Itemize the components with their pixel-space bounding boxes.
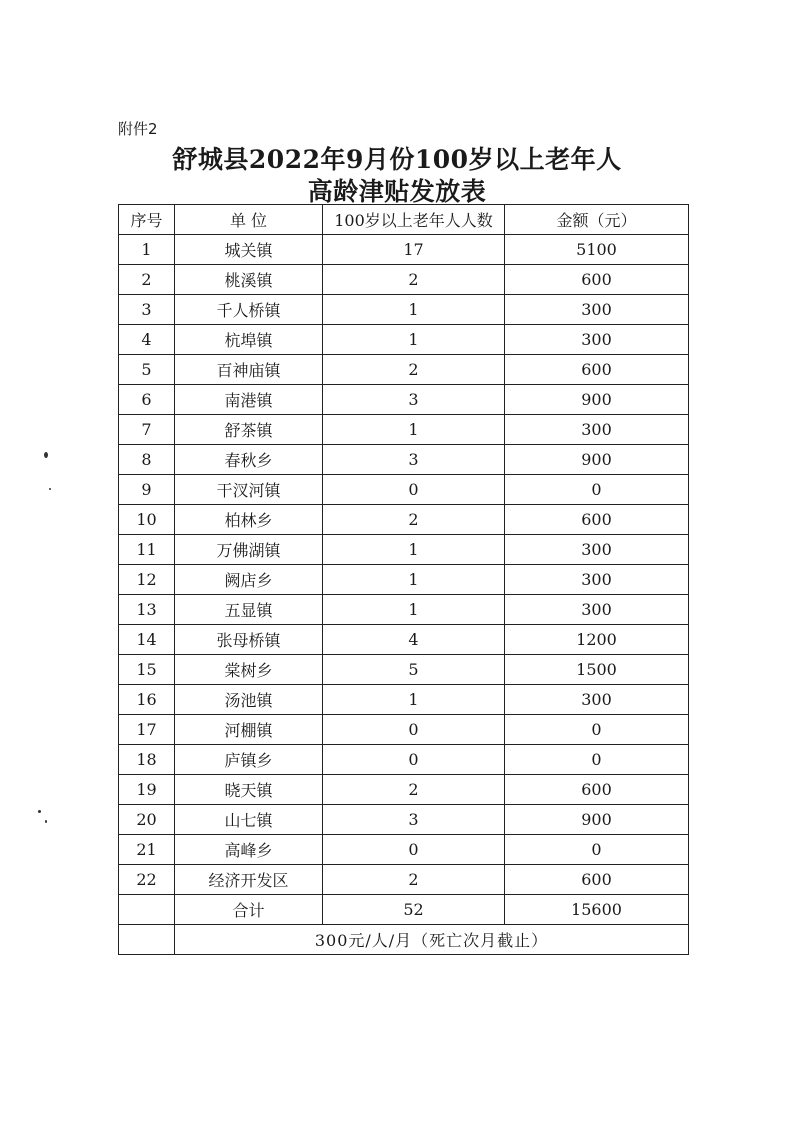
row-count: 3	[323, 805, 505, 835]
row-count: 1	[323, 295, 505, 325]
footnote-row	[119, 925, 689, 955]
row-unit: 万佛湖镇	[175, 535, 323, 565]
row-count: 5	[323, 655, 505, 685]
table-row	[119, 505, 689, 535]
row-unit: 桃溪镇	[175, 265, 323, 295]
table-row	[119, 325, 689, 355]
row-unit: 舒茶镇	[175, 415, 323, 445]
row-unit: 阙店乡	[175, 565, 323, 595]
row-amount: 1500	[505, 655, 689, 685]
row-count: 2	[323, 505, 505, 535]
row-count: 0	[323, 745, 505, 775]
total-index-cell	[119, 895, 175, 925]
table-row	[119, 565, 689, 595]
attachment-label: 附件2	[118, 120, 158, 138]
table-row	[119, 775, 689, 805]
row-unit: 柏林乡	[175, 505, 323, 535]
row-index: 1	[119, 235, 175, 265]
row-unit: 晓天镇	[175, 775, 323, 805]
scan-speck	[38, 810, 41, 813]
row-index: 13	[119, 595, 175, 625]
row-count: 0	[323, 835, 505, 865]
scan-speck	[44, 452, 48, 458]
table-row	[119, 445, 689, 475]
row-amount: 600	[505, 865, 689, 895]
row-index: 19	[119, 775, 175, 805]
row-unit: 高峰乡	[175, 835, 323, 865]
row-count: 1	[323, 415, 505, 445]
row-count: 1	[323, 685, 505, 715]
row-amount: 300	[505, 295, 689, 325]
table-row	[119, 625, 689, 655]
row-index: 12	[119, 565, 175, 595]
table-row	[119, 235, 689, 265]
scan-speck	[49, 488, 51, 490]
table-row	[119, 835, 689, 865]
total-label: 合计	[175, 895, 323, 925]
table-row	[119, 865, 689, 895]
table-row	[119, 385, 689, 415]
row-amount: 300	[505, 565, 689, 595]
row-amount: 0	[505, 475, 689, 505]
row-count: 2	[323, 265, 505, 295]
subsidy-table	[118, 204, 689, 955]
row-count: 1	[323, 565, 505, 595]
row-count: 3	[323, 445, 505, 475]
row-index: 15	[119, 655, 175, 685]
table-row	[119, 535, 689, 565]
row-amount: 5100	[505, 235, 689, 265]
total-count: 52	[323, 895, 505, 925]
row-count: 2	[323, 865, 505, 895]
row-unit: 经济开发区	[175, 865, 323, 895]
row-amount: 600	[505, 355, 689, 385]
row-amount: 300	[505, 535, 689, 565]
footnote-blank-cell	[119, 925, 175, 955]
total-row	[119, 895, 689, 925]
row-count: 0	[323, 715, 505, 745]
row-unit: 庐镇乡	[175, 745, 323, 775]
row-unit: 河棚镇	[175, 715, 323, 745]
row-unit: 山七镇	[175, 805, 323, 835]
row-amount: 600	[505, 775, 689, 805]
table-row	[119, 595, 689, 625]
row-count: 1	[323, 325, 505, 355]
table-row	[119, 415, 689, 445]
row-amount: 300	[505, 685, 689, 715]
row-index: 10	[119, 505, 175, 535]
table-row	[119, 475, 689, 505]
row-index: 16	[119, 685, 175, 715]
row-index: 9	[119, 475, 175, 505]
table-header-row	[119, 205, 689, 235]
row-index: 3	[119, 295, 175, 325]
row-unit: 百神庙镇	[175, 355, 323, 385]
row-unit: 干汊河镇	[175, 475, 323, 505]
row-index: 21	[119, 835, 175, 865]
row-unit: 千人桥镇	[175, 295, 323, 325]
row-unit: 张母桥镇	[175, 625, 323, 655]
document-title-line1: 舒城县2022年9月份100岁以上老年人	[172, 145, 622, 174]
row-amount: 300	[505, 595, 689, 625]
total-amount: 15600	[505, 895, 689, 925]
row-index: 17	[119, 715, 175, 745]
row-count: 2	[323, 355, 505, 385]
row-unit: 棠树乡	[175, 655, 323, 685]
table-row	[119, 295, 689, 325]
row-amount: 1200	[505, 625, 689, 655]
row-index: 4	[119, 325, 175, 355]
row-index: 18	[119, 745, 175, 775]
row-index: 20	[119, 805, 175, 835]
row-count: 17	[323, 235, 505, 265]
row-index: 14	[119, 625, 175, 655]
row-count: 0	[323, 475, 505, 505]
row-unit: 汤池镇	[175, 685, 323, 715]
table-body	[119, 235, 689, 895]
table-row	[119, 805, 689, 835]
row-count: 2	[323, 775, 505, 805]
row-index: 7	[119, 415, 175, 445]
row-index: 22	[119, 865, 175, 895]
footnote: 300元/人/月（死亡次月截止）	[175, 925, 689, 955]
row-unit: 春秋乡	[175, 445, 323, 475]
table-row	[119, 745, 689, 775]
row-unit: 城关镇	[175, 235, 323, 265]
row-unit: 南港镇	[175, 385, 323, 415]
document-title-line2: 高龄津贴发放表	[307, 177, 487, 206]
header-count: 100岁以上老年人人数	[323, 205, 505, 235]
row-count: 1	[323, 535, 505, 565]
row-count: 1	[323, 595, 505, 625]
table-row	[119, 715, 689, 745]
header-index: 序号	[119, 205, 175, 235]
row-unit: 五显镇	[175, 595, 323, 625]
row-amount: 300	[505, 415, 689, 445]
row-amount: 900	[505, 445, 689, 475]
table-row	[119, 655, 689, 685]
row-index: 8	[119, 445, 175, 475]
table-row	[119, 685, 689, 715]
row-index: 2	[119, 265, 175, 295]
row-index: 6	[119, 385, 175, 415]
header-unit: 单 位	[175, 205, 323, 235]
row-index: 11	[119, 535, 175, 565]
table-row	[119, 355, 689, 385]
row-count: 4	[323, 625, 505, 655]
row-index: 5	[119, 355, 175, 385]
row-amount: 0	[505, 835, 689, 865]
row-unit: 杭埠镇	[175, 325, 323, 355]
row-amount: 900	[505, 805, 689, 835]
row-amount: 0	[505, 715, 689, 745]
row-count: 3	[323, 385, 505, 415]
row-amount: 0	[505, 745, 689, 775]
table-row	[119, 265, 689, 295]
row-amount: 600	[505, 505, 689, 535]
header-amount: 金额（元）	[505, 205, 689, 235]
row-amount: 600	[505, 265, 689, 295]
row-amount: 300	[505, 325, 689, 355]
row-amount: 900	[505, 385, 689, 415]
scan-speck	[45, 820, 47, 823]
